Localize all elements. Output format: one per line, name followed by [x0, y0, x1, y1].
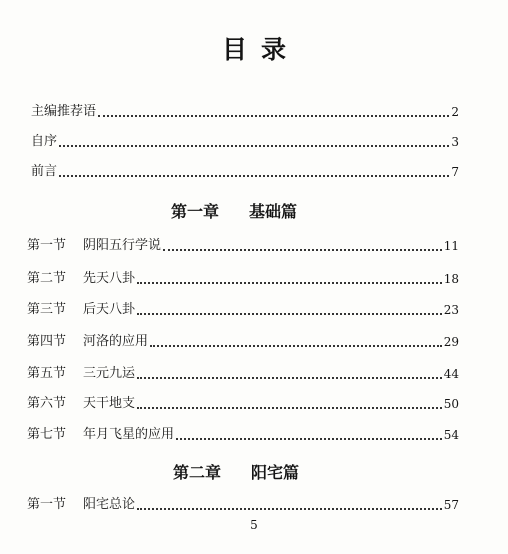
- entry-page-number: 23: [443, 303, 459, 317]
- entry-page-number: 2: [451, 105, 459, 119]
- dot-leader: [137, 407, 442, 409]
- dot-leader: [137, 377, 442, 379]
- section-number: 第四节: [27, 334, 67, 349]
- entry-page-number: 29: [443, 335, 459, 349]
- entry-page-number: 57: [443, 498, 459, 512]
- section-number: 第二节: [27, 271, 67, 286]
- section-title: 三元九运: [83, 366, 136, 381]
- toc-entry-section[interactable]: [27, 497, 459, 513]
- chapter-number: 第二章: [173, 463, 222, 482]
- dot-leader: [137, 508, 442, 510]
- chapter-number: 第一章: [171, 202, 220, 221]
- section-title: 年月飞星的应用: [83, 427, 175, 442]
- section-title: 河洛的应用: [83, 334, 149, 349]
- entry-label: 自序: [31, 134, 58, 149]
- entry-label: 前言: [31, 164, 58, 179]
- section-title: 阳宅总论: [83, 497, 136, 512]
- section-title: 后天八卦: [83, 302, 136, 317]
- section-number: 第一节: [27, 238, 67, 253]
- section-number: 第三节: [27, 302, 67, 317]
- section-title: 天干地支: [83, 396, 136, 411]
- entry-page-number: 44: [443, 367, 459, 381]
- toc-entry-section[interactable]: [27, 238, 459, 254]
- toc-entry-front-matter[interactable]: [31, 134, 459, 150]
- dot-leader: [137, 313, 442, 315]
- toc-entry-front-matter[interactable]: [31, 164, 459, 180]
- dot-leader: [98, 115, 449, 117]
- section-number: 第七节: [27, 427, 67, 442]
- entry-page-number: 50: [443, 397, 459, 411]
- entry-page-number: 54: [443, 428, 459, 442]
- section-number: 第一节: [27, 497, 67, 512]
- dot-leader: [137, 282, 442, 284]
- dot-leader: [59, 175, 449, 177]
- entry-page-number: 7: [451, 165, 459, 179]
- toc-entry-section[interactable]: [27, 334, 459, 350]
- section-number: 第五节: [27, 366, 67, 381]
- toc-entry-section[interactable]: [27, 271, 459, 287]
- dot-leader: [150, 345, 442, 347]
- toc-entry-section[interactable]: [27, 302, 459, 318]
- chapter-heading: [171, 199, 297, 222]
- page-title: 目录: [221, 35, 300, 64]
- toc-entry-section[interactable]: [27, 366, 459, 382]
- entry-label: 主编推荐语: [31, 104, 97, 119]
- section-number: 第六节: [27, 396, 67, 411]
- chapter-name: 基础篇: [249, 202, 298, 221]
- chapter-name: 阳宅篇: [251, 463, 300, 482]
- chapter-heading: [173, 460, 299, 483]
- section-title: 先天八卦: [83, 271, 136, 286]
- page-number: 5: [250, 518, 258, 532]
- entry-page-number: 11: [443, 239, 459, 253]
- toc-entry-section[interactable]: [27, 427, 459, 443]
- dot-leader: [176, 438, 442, 440]
- entry-page-number: 3: [451, 135, 459, 149]
- dot-leader: [59, 145, 449, 147]
- entry-page-number: 18: [443, 272, 459, 286]
- dot-leader: [163, 249, 442, 251]
- toc-entry-front-matter[interactable]: [31, 104, 459, 120]
- toc-entry-section[interactable]: [27, 396, 459, 412]
- section-title: 阴阳五行学说: [83, 238, 162, 253]
